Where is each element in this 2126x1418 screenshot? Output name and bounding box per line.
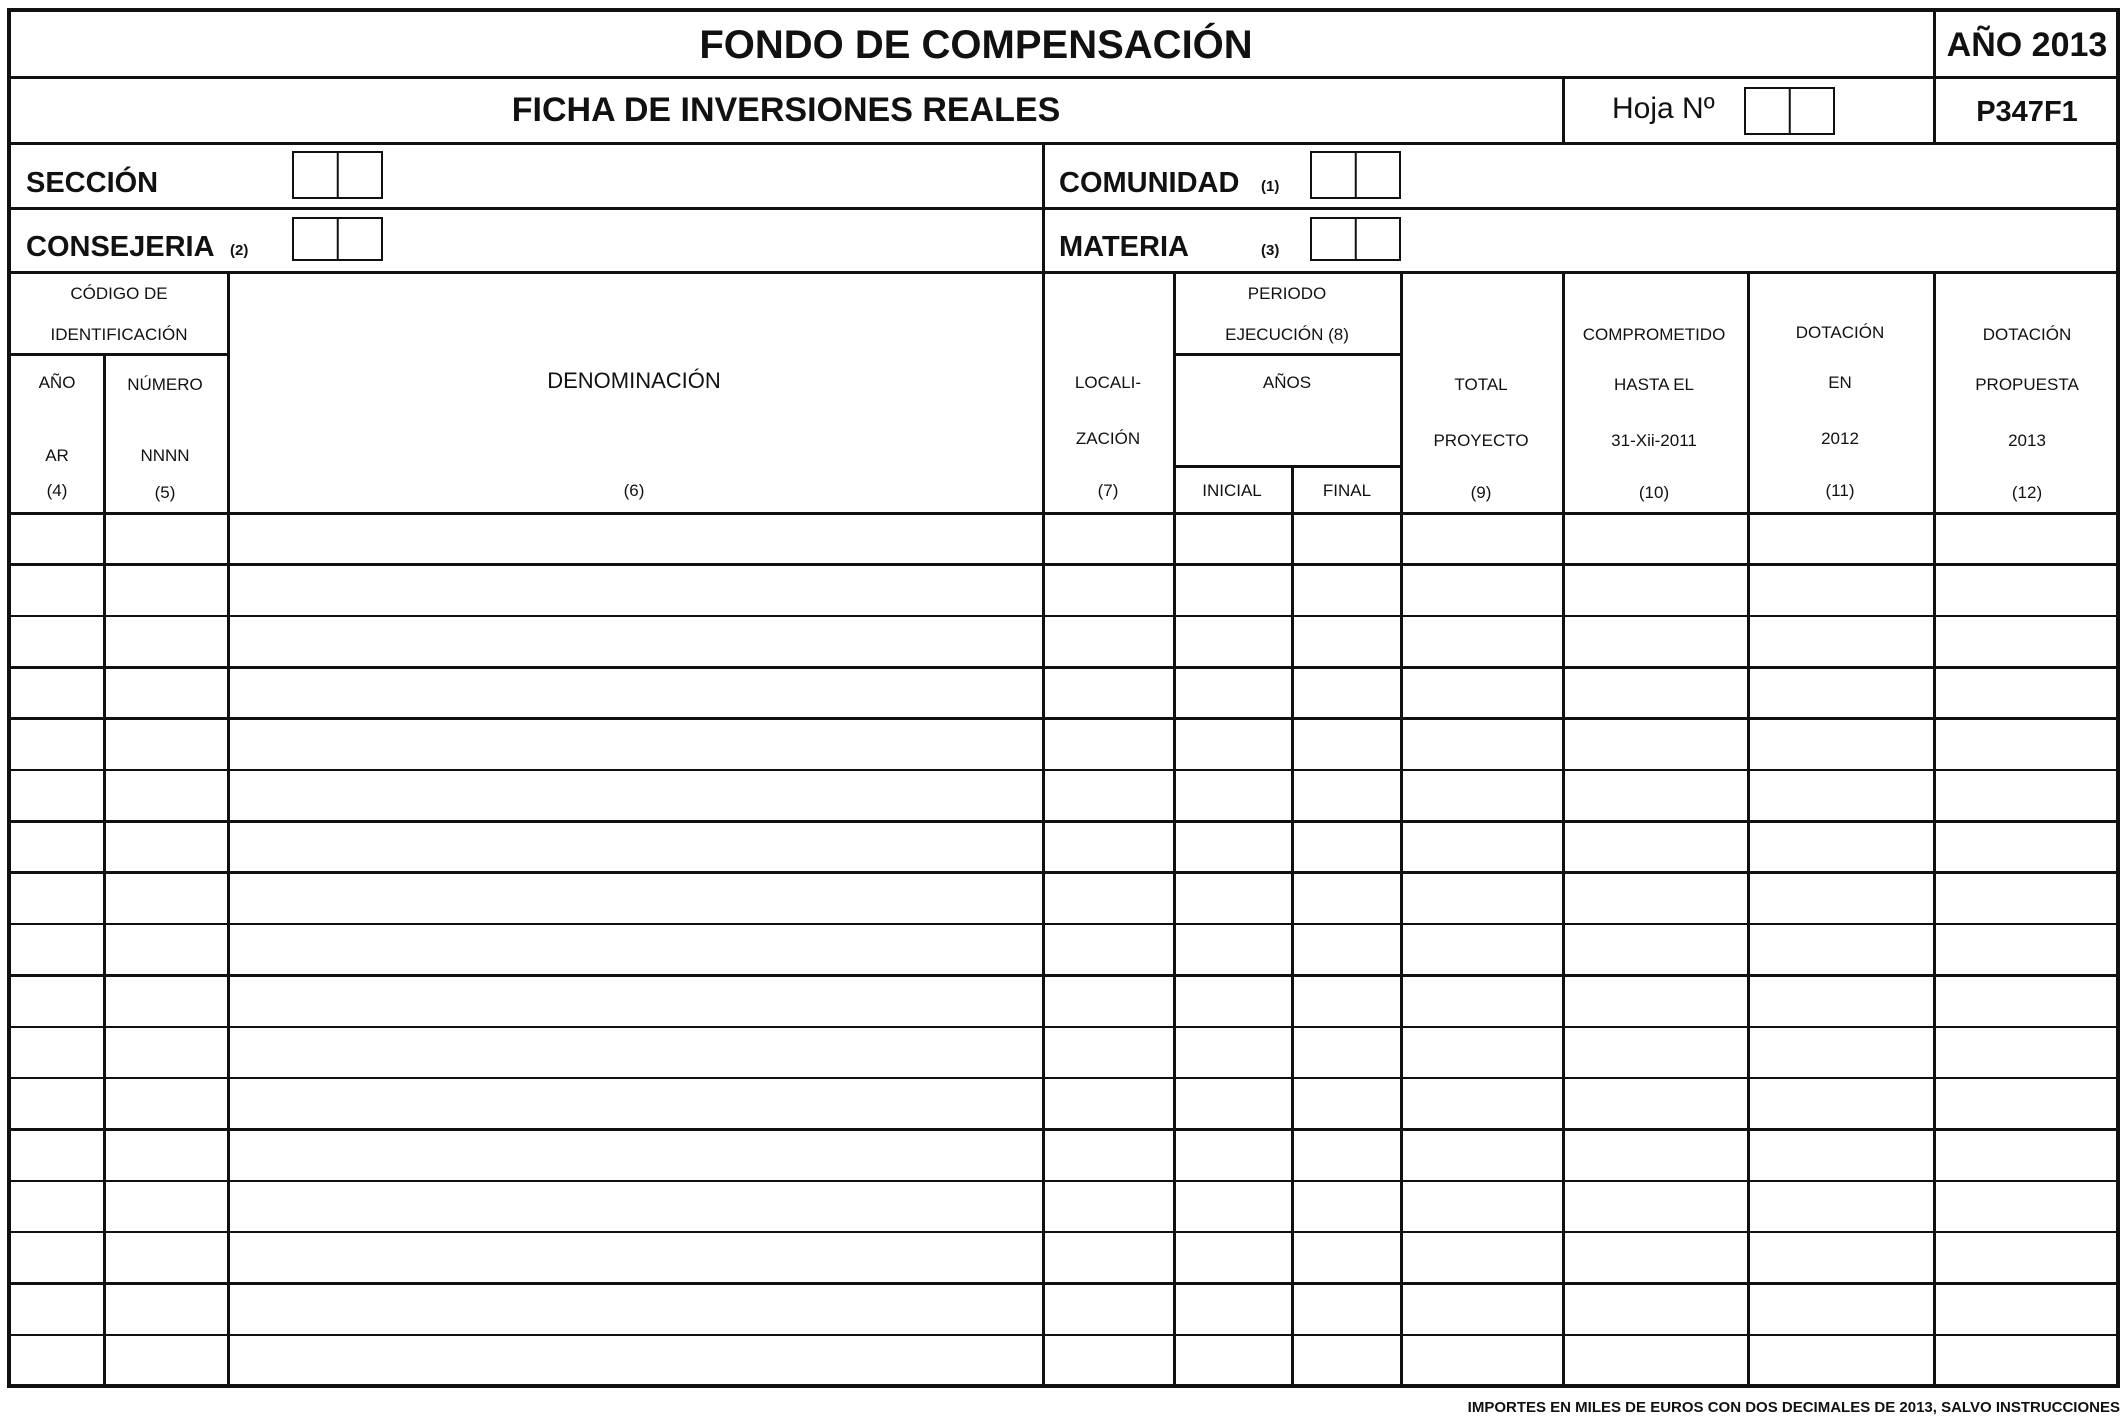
consejeria-label: CONSEJERIA (26, 231, 215, 263)
localizacion-ref: (7) (1097, 481, 1119, 500)
periodo-header-2: EJECUCIÓN (8) (1225, 325, 1349, 344)
comprometido-header-2: HASTA EL (1614, 375, 1694, 394)
form-subtitle: FICHA DE INVERSIONES REALES (511, 91, 1061, 129)
denominacion-header: DENOMINACIÓN (547, 368, 721, 393)
anio-ref: (4) (46, 481, 68, 500)
total-ref: (9) (1470, 483, 1492, 502)
form-year: AÑO 2013 (1946, 26, 2108, 64)
materia-field[interactable] (1310, 217, 1401, 261)
numero-ref: (5) (154, 483, 176, 502)
table-row (11, 820, 2116, 823)
consejeria-field[interactable] (292, 217, 383, 261)
table-row (11, 871, 2116, 874)
materia-note: (3) (1261, 242, 1280, 259)
comunidad-label: COMUNIDAD (1059, 167, 1240, 199)
anos-header: AÑOS (1262, 373, 1312, 392)
comprometido-header-1: COMPROMETIDO (1582, 325, 1726, 344)
anio-header: AÑO (38, 373, 76, 392)
anio-format: AR (45, 446, 69, 465)
dotacion-prop-header-3: 2013 (2008, 431, 2046, 450)
table-row (11, 1334, 2116, 1337)
table-row (11, 1077, 2116, 1080)
comunidad-note: (1) (1261, 178, 1280, 195)
table-row (11, 1282, 2116, 1285)
sheet-number-label: Hoja Nº (1612, 92, 1715, 125)
comprometido-header-3: 31-Xii-2011 (1611, 431, 1697, 450)
seccion-field[interactable] (292, 151, 383, 199)
materia-label: MATERIA (1059, 231, 1189, 263)
numero-header: NÚMERO (127, 375, 203, 394)
comunidad-field[interactable] (1310, 151, 1401, 199)
table-row (11, 1128, 2116, 1131)
dotacion-en-header-2: EN (1828, 373, 1852, 392)
dotacion-en-header-3: 2012 (1821, 429, 1859, 448)
seccion-label: SECCIÓN (26, 167, 159, 199)
dotacion-en-ref: (11) (1825, 481, 1855, 500)
table-row (11, 563, 2116, 566)
denominacion-ref: (6) (623, 481, 645, 500)
total-header-2: PROYECTO (1433, 431, 1529, 450)
form-code: P347F1 (1976, 96, 2078, 128)
table-row (11, 1026, 2116, 1029)
table-row (11, 1231, 2116, 1234)
consejeria-note: (2) (230, 242, 249, 259)
table-row (11, 974, 2116, 977)
dotacion-en-header-1: DOTACIÓN (1795, 323, 1885, 342)
numero-format: NNNN (140, 446, 190, 465)
table-row (11, 1180, 2116, 1183)
localizacion-header-2: ZACIÓN (1075, 429, 1141, 448)
dotacion-prop-header-2: PROPUESTA (1975, 375, 2079, 394)
dotacion-prop-header-1: DOTACIÓN (1982, 325, 2072, 344)
dotacion-prop-ref: (12) (2011, 483, 2043, 502)
form-title: FONDO DE COMPENSACIÓN (699, 23, 1253, 67)
footer-note: IMPORTES EN MILES DE EUROS CON DOS DECIMALES DE 2013, SALVO INSTRUCCIONES (1467, 1399, 2120, 1416)
comprometido-ref: (10) (1638, 483, 1670, 502)
table-row (11, 615, 2116, 618)
table-row (11, 666, 2116, 669)
final-header: FINAL (1322, 481, 1372, 500)
table-row (11, 769, 2116, 772)
table-row (11, 717, 2116, 720)
sheet-number-field[interactable] (1744, 87, 1835, 135)
periodo-header-1: PERIODO (1247, 284, 1327, 303)
form-sheet (7, 8, 2120, 1388)
total-header-1: TOTAL (1454, 375, 1508, 394)
codigo-header-2: IDENTIFICACIÓN (50, 325, 188, 344)
localizacion-header-1: LOCALI- (1074, 373, 1142, 392)
inicial-header: INICIAL (1202, 481, 1262, 500)
codigo-header-1: CÓDIGO DE (70, 284, 168, 303)
table-row (11, 923, 2116, 926)
